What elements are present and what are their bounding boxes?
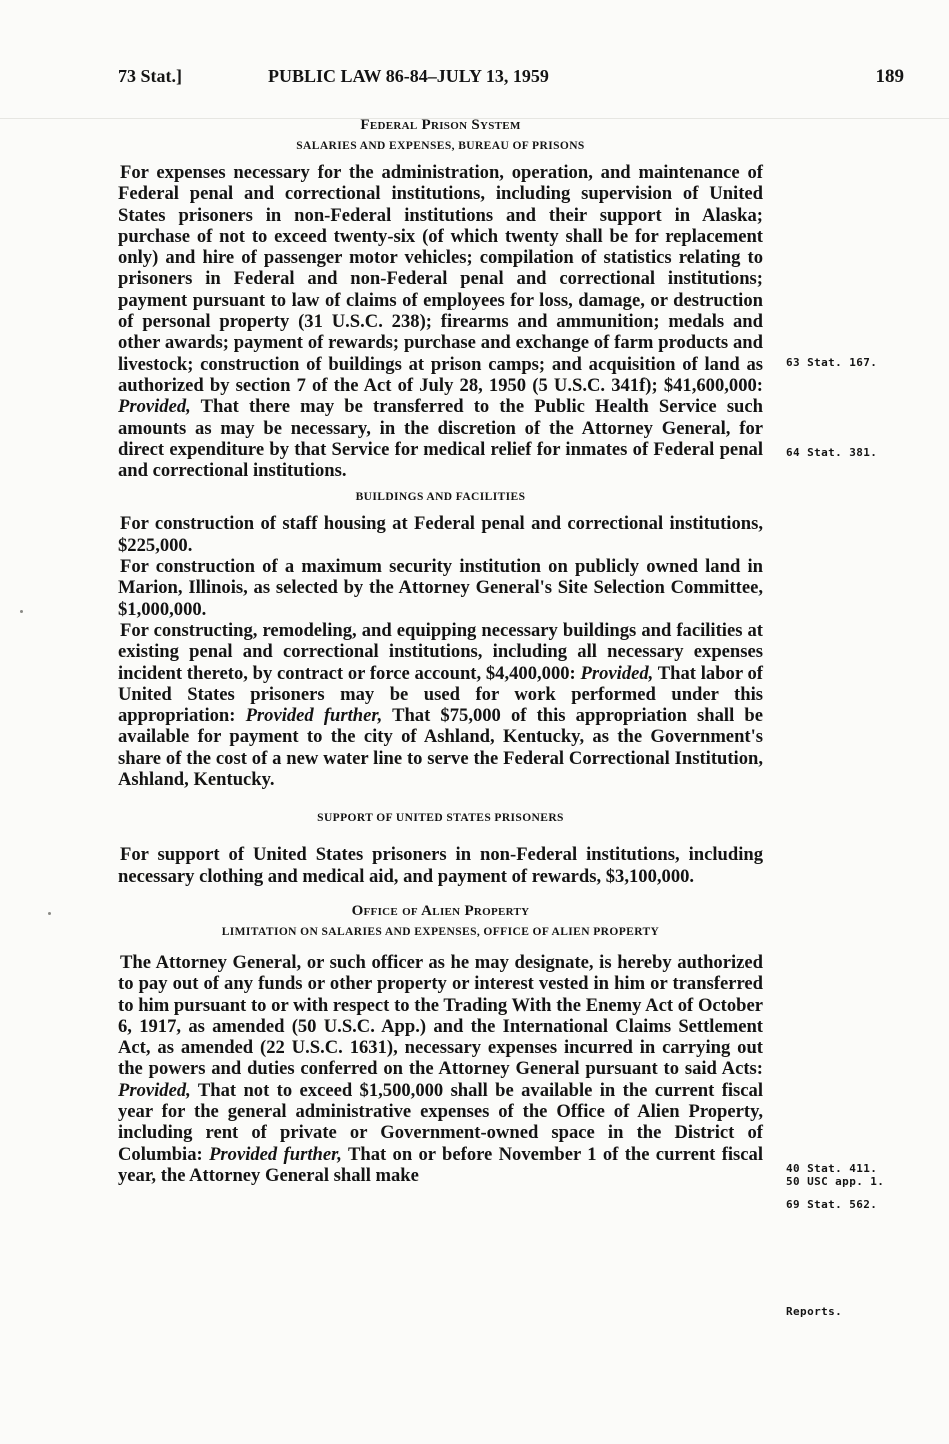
margin-note-69-stat: 69 Stat. 562. — [786, 1198, 878, 1211]
main-text — [118, 117, 763, 1186]
margin-note-63-stat: 63 Stat. 167. — [786, 356, 878, 369]
section-title-alien-property: Office of Alien Property — [351, 902, 530, 919]
margin-note-64-stat: 64 Stat. 381. — [786, 446, 878, 459]
page-number: 189 — [875, 66, 904, 87]
heading-support-prisoners: SUPPORT OF UNITED STATES PRISONERS — [317, 812, 564, 825]
proviso-further-label: Provided further, — [209, 1143, 342, 1165]
section-title-federal-prison: Federal Prison System — [360, 117, 521, 133]
margin-note-50-usc: 50 USC app. 1. — [786, 1175, 885, 1188]
paragraph-alien-property — [118, 952, 763, 1186]
paper-fleck — [48, 912, 51, 915]
paragraph-support: For support of United States prisoners in non-Federal institutions, including necessary clothing and medical aid, and payment of rewards, $3,100,000. — [118, 844, 763, 887]
ashland-text: That $75,000 of this appropriation shall be available for payment to the city of Ashland, Kentucky, as the Government's share of the cost of a new water line to serve the Federal Correctional Institution, Ashland, Kentucky. — [118, 705, 763, 791]
margin-note-reports: Reports. — [786, 1305, 843, 1318]
admin-expenses-text: That not to exceed $1,500,000 shall be available in the current fiscal year for the general administrative expenses of the Office of Alien Property, including rent of private or Government-owned space in the District of Columbia: — [118, 1079, 764, 1165]
running-header — [118, 66, 908, 90]
salaries-text: For expenses necessary for the administration, operation, and maintenance of Federal penal and correctional institutions, including supervision of United States prisoners in non-Federal institutions and their support in Alaska; purchase of not to exceed twenty-six (of which twenty shall be for replacement only) and hire of passenger motor vehicles; compilation of statistics relating to prisoners in Federal and non-Federal penal and correctional institutions; payment pursuant to law of claims of employees for loss, damage, or destruction of personal property (31 U.S.C. 238); firearms and ammunition; medals and other awards; payment of rewards; purchase and exchange of farm products and livestock; construction of buildings at prison camps; and acquisition of land as authorized by section 7 of the Act of July 28, 1950 (5 U.S.C. 341f); $41,600,000: — [118, 162, 763, 396]
salaries-proviso-text: That there may be transferred to the Public Health Service such amounts as may be necessary, in the discretion of the Attorney General, for direct expenditure by that Service for medical relief for inmates of Federal penal and correctional institutions. — [118, 396, 763, 482]
heading-salaries-expenses: SALARIES AND EXPENSES, BUREAU OF PRISONS — [296, 140, 585, 152]
paper-fleck — [20, 610, 23, 613]
proviso-label: Provided, — [118, 1079, 191, 1101]
constructing-text: For constructing, remodeling, and equipping necessary buildings and facilities at existing penal and correctional institutions, including all necessary expenses incident thereto, by contract or force account, $4,400,000: — [118, 619, 763, 684]
margin-note-40-stat: 40 Stat. 411. — [786, 1162, 878, 1175]
proviso-further-label: Provided further, — [245, 705, 383, 727]
paragraph-salaries — [118, 162, 763, 481]
heading-buildings-facilities: BUILDINGS AND FACILITIES — [355, 491, 526, 504]
heading-limitation-alien-property: LIMITATION ON SALARIES AND EXPENSES, OFFICE OF ALIEN PROPERTY — [221, 925, 660, 938]
law-title: PUBLIC LAW 86-84–JULY 13, 1959 — [268, 66, 549, 86]
volume-citation: 73 Stat.] — [118, 66, 182, 86]
reports-text: That on or before November 1 of the current fiscal year, the Attorney General shall make — [118, 1143, 764, 1186]
alien-property-text: The Attorney General, or such officer as he may designate, is hereby authorized to pay out of any funds or other property or interest vested in him or transferred to him pursuant to or with respect to the Trading With the Enemy Act of October 6, 1917, as amended (50 U.S.C. App.) and the International Claims Settlement Act, as amended (22 U.S.C. 1631), necessary expenses incurred in carrying out the powers and duties conferred on the Attorney General pursuant to said Acts: — [118, 951, 763, 1080]
proviso-label: Provided, — [580, 662, 654, 684]
paragraph-constructing-remodeling — [118, 620, 763, 790]
paragraph-marion-institution: For construction of a maximum security institution on publicly owned land in Marion, Illinois, as selected by the Attorney General's Site Selection Committee, $1,000,000. — [118, 556, 763, 620]
prisoner-labor-text: That labor of United States prisoners may be used for work performed under this appropriation: — [118, 662, 763, 727]
paragraph-staff-housing: For construction of staff housing at Federal penal and correctional institutions, $225,000. — [118, 513, 763, 556]
proviso-label: Provided, — [118, 396, 191, 418]
